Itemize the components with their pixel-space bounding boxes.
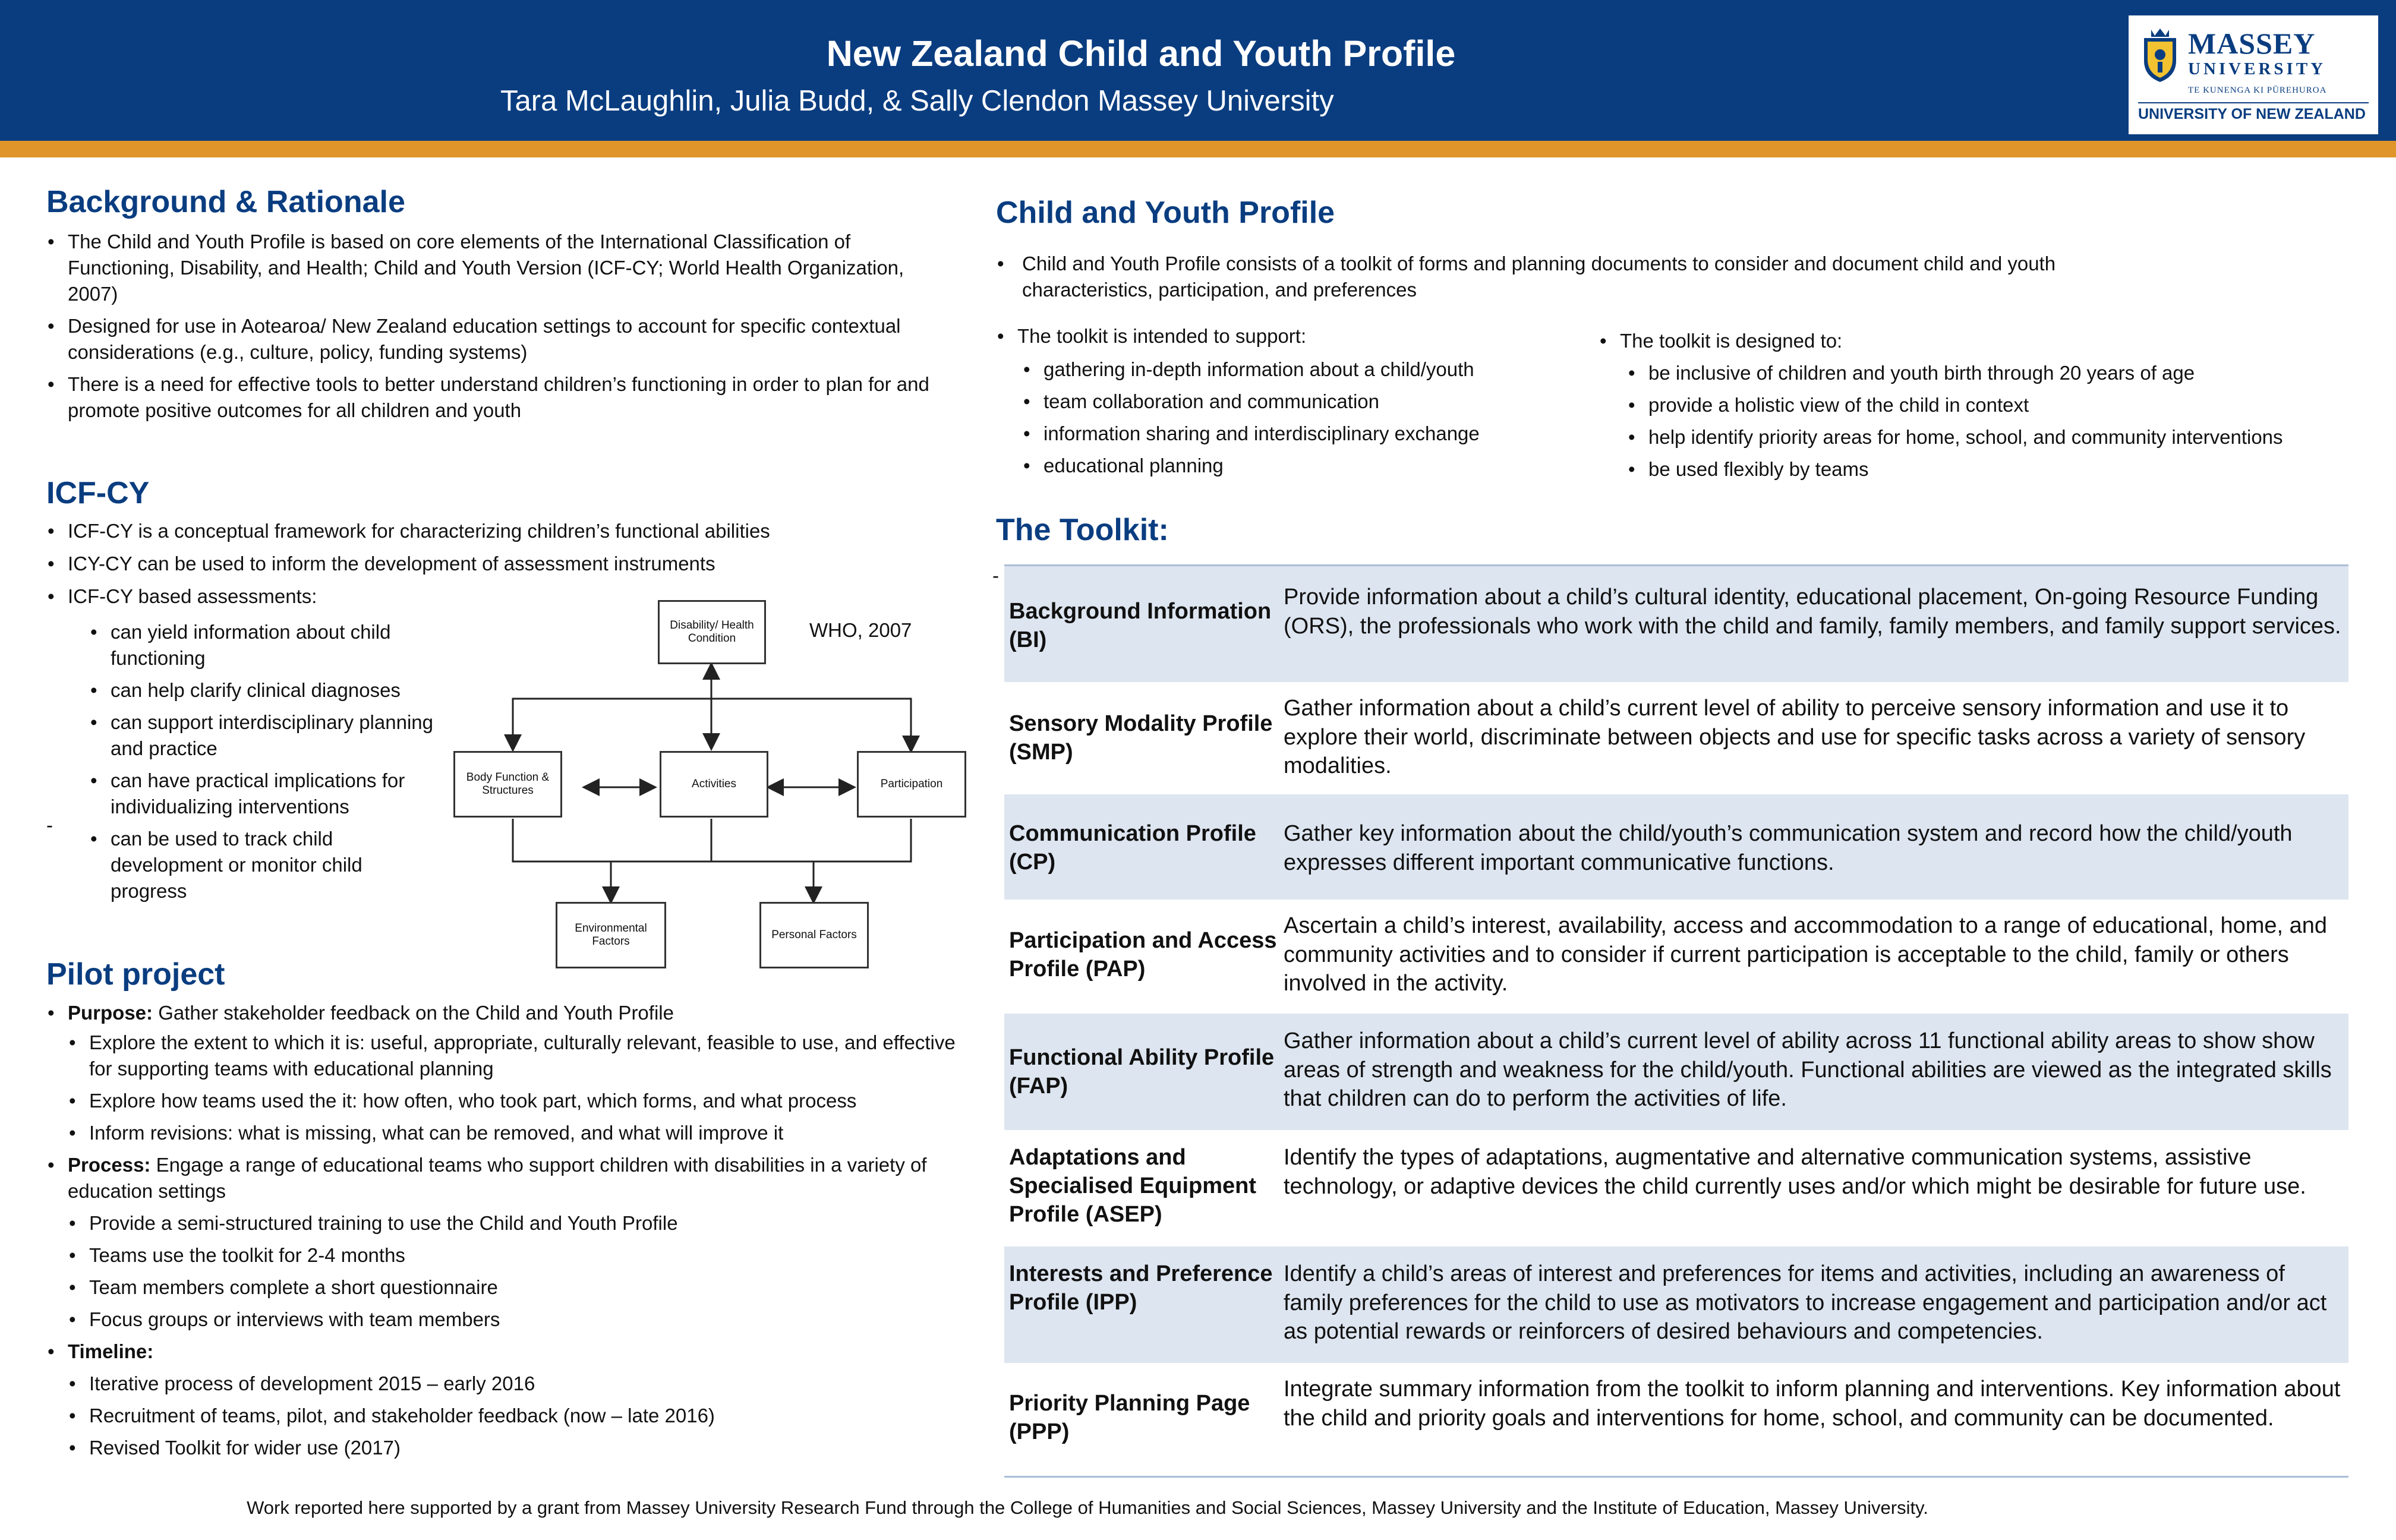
table-row <box>1004 1130 2348 1246</box>
list-item: • Designed for use in Aotearoa/ New Zealand education settings to account for specific contextual considerations (e.g., culture, policy, funding systems) <box>46 313 956 365</box>
purpose-label: Purpose: <box>68 1002 153 1024</box>
process-text: Engage a range of educational teams who support children with disabilities in a variety of education settings <box>68 1154 927 1202</box>
diagram-activities: Activities <box>660 751 768 818</box>
list-item: • Recruitment of teams, pilot, and stakeholder feedback (now – late 2016) <box>68 1403 956 1429</box>
list-item: • The toolkit is designed to: <box>1599 328 2371 354</box>
toolkit-row-desc: Gather information about a child’s current level of ability to perceive sensory information and use it to explore their world, discriminate between objects and use for specific tasks across a variety of sensory modalities. <box>1284 696 2306 778</box>
diagram-environmental-factors: Environmental Factors <box>556 902 666 968</box>
logo-name-line2: UNIVERSITY <box>2188 59 2326 78</box>
list-item: • can yield information about child functioning <box>89 619 440 671</box>
list-item: • help identify priority areas for home, school, and community interventions <box>1627 424 2376 450</box>
toolkit-row-name: Interests and Preference Profile (IPP) <box>1009 1261 1273 1315</box>
list-item: • ICY-CY can be used to inform the development of assessment instruments <box>46 551 956 577</box>
toolkit-row-name: Background Information (BI) <box>1009 599 1272 652</box>
toolkit-row-name: Participation and Access Profile (PAP) <box>1009 928 1277 982</box>
list-item: • Provide a semi-structured training to use the Child and Youth Profile <box>68 1210 956 1236</box>
list-item: • Child and Youth Profile consists of a toolkit of forms and planning documents to consider and document child and youth characteristics, participation, and preferences <box>996 251 2184 303</box>
toolkit-row-desc: Gather information about a child’s current level of ability across 11 functional ability areas to show show areas of strength and weakness for the child/youth. Functional abilities are viewed as the integrated skills that children can do to perform the activities of life. <box>1284 1028 2332 1111</box>
icfcy-sub-list <box>89 619 440 910</box>
pilot-process <box>46 1152 956 1204</box>
massey-crest-icon <box>2139 25 2181 84</box>
list-item: • can have practical implications for individualizing interventions <box>89 768 440 820</box>
pilot-timeline <box>46 1339 956 1365</box>
process-label: Process: <box>68 1154 151 1176</box>
stray-dash: - <box>992 564 999 586</box>
pilot-purpose <box>46 1000 956 1026</box>
table-row <box>1004 1014 2348 1130</box>
diagram-body-function: Body Function & Structures <box>453 751 562 818</box>
toolkit-table <box>1004 564 2348 1476</box>
toolkit-heading: The Toolkit: <box>996 513 1169 547</box>
stray-dash: - <box>46 814 53 836</box>
list-item: • be used flexibly by teams <box>1627 456 2376 482</box>
toolkit-row-desc: Identify a child’s areas of interest and preferences for items and activities, including an awareness of family preferences for the child to use as motivators to increase engagement and participation and/or act as potential rewards or reinforcers of desired behaviours and competencies. <box>1284 1261 2327 1344</box>
list-item: • be inclusive of children and youth birth through 20 years of age <box>1627 360 2376 386</box>
toolkit-row-name: Functional Ability Profile (FAP) <box>1009 1045 1275 1099</box>
pilot-heading: Pilot project <box>46 957 225 992</box>
table-row <box>1004 682 2348 794</box>
list-item: • Iterative process of development 2015 – early 2016 <box>68 1371 956 1397</box>
purpose-text: Gather stakeholder feedback on the Child and Youth Profile <box>153 1002 674 1024</box>
logo-divider <box>2138 102 2369 103</box>
toolkit-row-desc: Ascertain a child’s interest, availability, access and accommodation to a range of educational, home, and community activities and to consider if current participation is acceptable to the child, family or others involved in the activity. <box>1284 913 2328 996</box>
cyp-design-items <box>1627 360 2376 488</box>
table-row <box>1004 566 2348 682</box>
list-item: • team collaboration and communication <box>1022 389 1593 415</box>
list-item: • provide a holistic view of the child in context <box>1627 392 2376 418</box>
timeline-label: Timeline: <box>68 1340 154 1362</box>
list-item: • can help clarify clinical diagnoses <box>89 677 440 703</box>
list-item: • Focus groups or interviews with team members <box>68 1307 956 1333</box>
list-item: • ICF-CY is a conceptual framework for characterizing children’s functional abilities <box>46 518 956 544</box>
cyp-intro-list <box>996 251 2184 309</box>
toolkit-row-name: Priority Planning Page (PPP) <box>1009 1391 1250 1444</box>
cyp-support-list <box>996 323 1590 355</box>
list-item: • The Child and Youth Profile is based on core elements of the International Classification of Functioning, Disability, and Health; Child and Youth Version (ICF-CY; World Health Organization, 2007) <box>46 229 956 307</box>
list-item: • educational planning <box>1022 453 1593 479</box>
background-list <box>46 229 956 430</box>
diagram-participation: Participation <box>857 751 966 818</box>
list-item: • information sharing and interdisciplinary exchange <box>1022 421 1593 447</box>
list-item: • ICF-CY based assessments: <box>46 583 956 610</box>
poster-authors: Tara McLaughlin, Julia Budd, & Sally Clendon Massey University <box>500 85 1334 117</box>
logo-country: UNIVERSITY OF NEW ZEALAND <box>2138 106 2366 122</box>
list-item: • The toolkit is intended to support: <box>996 323 1590 349</box>
table-row <box>1004 1363 2348 1476</box>
header-stripe <box>0 141 2396 157</box>
list-item: • Explore how teams used the it: how often, who took part, which forms, and what process <box>68 1088 956 1114</box>
toolkit-row-desc: Identify the types of adaptations, augmentative and alternative communication systems, assistive technology, or adaptive devices the child currently uses and/or which might be desirable for future use. <box>1284 1145 2306 1199</box>
list-item: • There is a need for effective tools to better understand children’s functioning in order to plan for and promote positive outcomes for all children and youth <box>46 371 956 424</box>
table-row <box>1004 794 2348 900</box>
list-item: • Teams use the toolkit for 2-4 months <box>68 1242 956 1268</box>
icfcy-heading: ICF-CY <box>46 476 150 510</box>
toolkit-row-name: Adaptations and Specialised Equipment Profile (ASEP) <box>1009 1145 1256 1227</box>
table-row <box>1004 1246 2348 1363</box>
list-item: • can support interdisciplinary planning and practice <box>89 709 440 762</box>
list-item: • gathering in-depth information about a child/youth <box>1022 356 1593 383</box>
table-row <box>1004 900 2348 1014</box>
massey-logo <box>2129 15 2378 134</box>
toolkit-table-bottom-rule <box>1004 1476 2348 1478</box>
footer-acknowledgement: Work reported here supported by a grant from Massey University Research Fund through the College of Humanities and Social Sciences, Massey University and the Institute of Education, Massey University. <box>247 1497 1928 1518</box>
diagram-health-condition: Disability/ Health Condition <box>658 600 766 664</box>
logo-name-line1: MASSEY <box>2188 27 2316 60</box>
toolkit-row-desc: Integrate summary information from the toolkit to inform planning and interventions. Key information about the child and priority goals and interventions for home, school, and community can be documented. <box>1284 1377 2341 1431</box>
toolkit-row-desc: Provide information about a child’s cultural identity, educational placement, On-going Resource Funding (ORS), the professionals who work with the child and family, family members, and family support services. <box>1284 585 2341 639</box>
diagram-citation: WHO, 2007 <box>809 619 912 641</box>
pilot-section <box>46 1000 956 1467</box>
list-item: • Inform revisions: what is missing, what can be removed, and what will improve it <box>68 1120 956 1146</box>
list-item: • Team members complete a short questionnaire <box>68 1274 956 1301</box>
cyp-heading: Child and Youth Profile <box>996 195 1335 230</box>
icf-diagram <box>452 600 969 968</box>
list-item: • can be used to track child development or monitor child progress <box>89 826 440 904</box>
toolkit-row-name: Communication Profile (CP) <box>1009 821 1256 875</box>
cyp-support-items <box>1022 356 1593 485</box>
background-heading: Background & Rationale <box>46 185 405 219</box>
logo-maori-text: TE KUNENGA KI PŪREHUROA <box>2188 86 2327 95</box>
toolkit-row-desc: Gather key information about the child/youth’s communication system and record how the child/youth expresses different important communicative functions. <box>1284 821 2293 875</box>
diagram-personal-factors: Personal Factors <box>759 902 869 968</box>
list-item: • Explore the extent to which it is: useful, appropriate, culturally relevant, feasible to use, and effective for supporting teams with educational planning <box>68 1030 956 1082</box>
poster-title: New Zealand Child and Youth Profile <box>826 33 1456 74</box>
cyp-design-list <box>1599 328 2371 360</box>
list-item: • Revised Toolkit for wider use (2017) <box>68 1435 956 1461</box>
toolkit-row-name: Sensory Modality Profile (SMP) <box>1009 711 1273 765</box>
